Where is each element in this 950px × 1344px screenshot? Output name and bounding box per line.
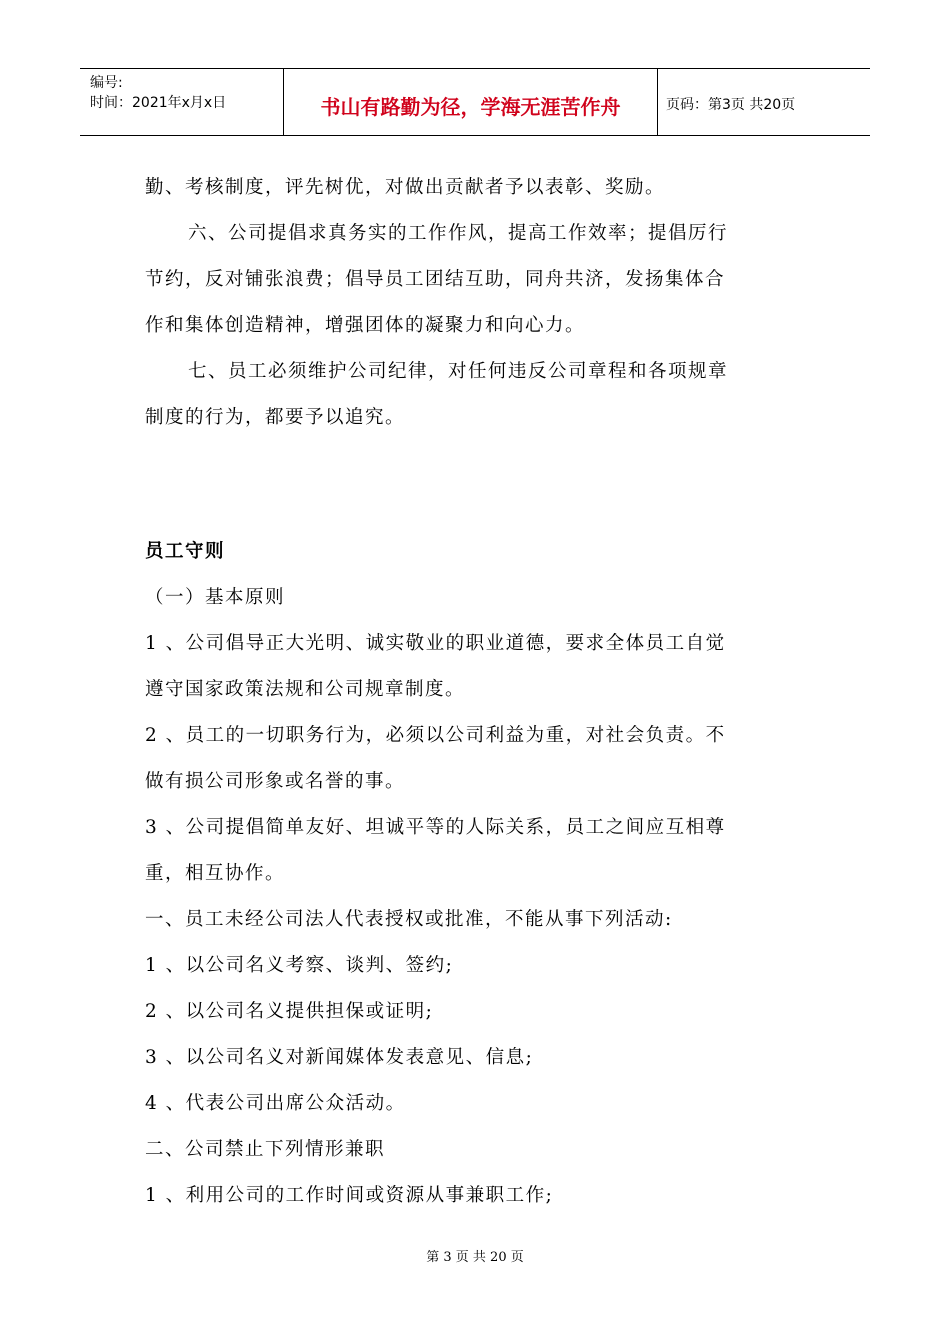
header-page-cell [658, 69, 870, 135]
document-header [80, 68, 870, 136]
section-line: 4 、代表公司出席公众活动。 [145, 1093, 406, 1114]
time-label: 时间：2021年x月x日 [90, 95, 227, 111]
paragraph-line: 勤、考核制度，评先树优，对做出贡献者予以表彰、奖励。 [145, 177, 666, 198]
page-footer [0, 1246, 950, 1265]
paragraph-line: 七、员工必须维护公司纪律，对任何违反公司章程和各项规章 [188, 361, 729, 382]
section-line: （一）基本原则 [145, 587, 286, 608]
section-line: 3 、公司提倡简单友好、坦诚平等的人际关系，员工之间应互相尊 [145, 817, 726, 838]
section-line: 2 、员工的一切职务行为，必须以公司利益为重，对社会负责。不 [145, 725, 726, 746]
number-label: 编号: [90, 75, 123, 91]
section-line: 3 、以公司名义对新闻媒体发表意见、信息; [145, 1047, 534, 1068]
paragraph-line: 节约，反对铺张浪费；倡导员工团结互助，同舟共济，发扬集体合 [145, 269, 726, 290]
section-line: 一、员工未经公司法人代表授权或批准，不能从事下列活动: [145, 909, 673, 930]
section-line: 2 、以公司名义提供担保或证明; [145, 1001, 434, 1022]
section-line: 做有损公司形象或名誉的事。 [145, 771, 406, 792]
header-motto-cell [283, 69, 658, 135]
page-info: 页码：第3页 共20页 [666, 97, 796, 113]
section-spacer [145, 441, 810, 529]
paragraph-line: 作和集体创造精神，增强团体的凝聚力和向心力。 [145, 315, 586, 336]
section-line: 重，相互协作。 [145, 863, 286, 884]
footer-page-number: 第 3 页 共 20 页 [426, 1250, 524, 1265]
motto-text: 书山有路勤为径，学海无涯苦作舟 [320, 94, 621, 119]
header-meta-cell [80, 69, 283, 135]
paragraph-line: 六、公司提倡求真务实的工作作风，提高工作效率；提倡厉行 [188, 223, 729, 244]
section-line: 1 、利用公司的工作时间或资源从事兼职工作; [145, 1185, 554, 1206]
document-body [145, 165, 810, 1219]
section-title: 员工守则 [145, 541, 226, 562]
paragraph-line: 制度的行为，都要予以追究。 [145, 407, 406, 428]
section-line: 遵守国家政策法规和公司规章制度。 [145, 679, 466, 700]
section-line: 1 、以公司名义考察、谈判、签约; [145, 955, 454, 976]
section-line: 1 、公司倡导正大光明、诚实敬业的职业道德，要求全体员工自觉 [145, 633, 726, 654]
section-line: 二、公司禁止下列情形兼职 [145, 1139, 386, 1160]
